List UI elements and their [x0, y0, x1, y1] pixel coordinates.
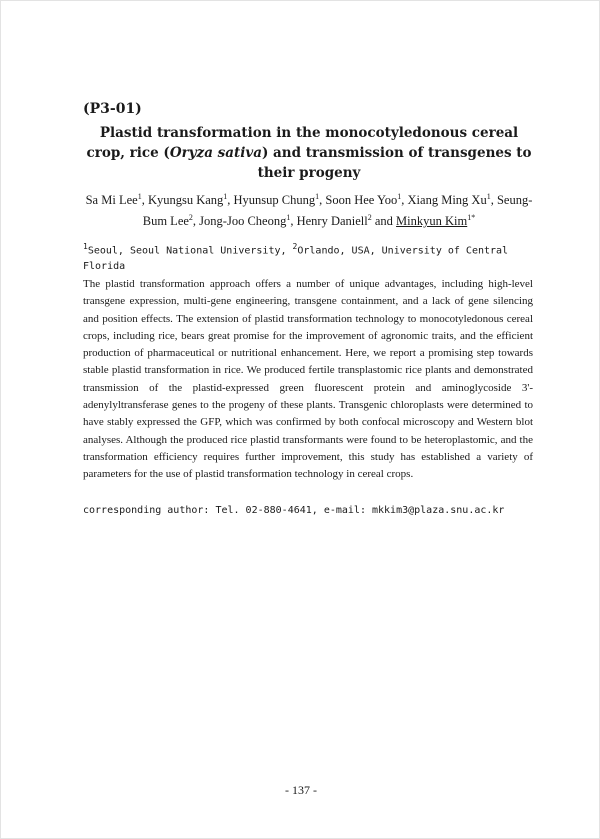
- author: Seung-Bum Lee$^2$,: [142, 193, 533, 229]
- author: Hyunsup Chung$^1$,: [233, 192, 326, 208]
- affiliation: Seoul, Seoul National University,: [87, 245, 293, 257]
- title-species-name: Oryza sativa: [169, 145, 262, 161]
- author-list: [85, 188, 533, 230]
- affiliations: $^1$Seoul, Seoul National University, $^2$Orlando, USA, University of Central Florida: [83, 242, 509, 273]
- title-text-end: ) and transmission of transgenes to their progeny: [257, 145, 532, 181]
- author: Soon Hee Yoo$^1$,: [325, 192, 408, 208]
- page-number: - 137 -: [285, 783, 317, 797]
- corresponding-contact: corresponding author: Tel. 02-880-4641, e-mail: mkkim3@plaza.snu.ac.kr: [83, 505, 505, 516]
- author: Henry Daniell$^2$ and: [296, 213, 397, 229]
- title-text-start: Plastid transformation in the monocotyledonous cereal crop, rice (: [86, 125, 519, 161]
- paper-title: [85, 123, 533, 183]
- abstract-body: The plastid transformation approach offers a number of unique advantages, including high-level transgene expression, multi-gene engineering, transgene containment, and a lack of gene silencing and position effects. The extension of plastid transformation technology to monocotyledonous cereal crops, including rice, bears great promise for the improvement of agronomic traits, and the efficient production of pharmaceutical or nutritional enhancement. Here, we report a promising step towards stable plastid transformation in rice. We produced fertile transplastomic rice plants and demonstrated transmission of the plastid-expressed green fluorescent protein and aminoglycoside 3'-adenylyltransferase genes to the progeny of these plants. Transgenic chloroplasts were determined to have stably expressed the GFP, which was confirmed by both confocal microscopy and Western blot analyses. Although the produced rice plastid transformants were found to be heteroplastomic, and the transformation efficiency requires further improvement, this study has established a variety of parameters for the use of plastid transformation technology in cereal crops.: [83, 278, 533, 481]
- author: Xiang Ming Xu$^1$,: [407, 192, 497, 208]
- poster-code: (P3-01): [83, 101, 142, 117]
- author: Kyungsu Kang$^1$,: [147, 192, 234, 208]
- affiliation: Orlando, USA, University of Central Florida: [83, 245, 509, 273]
- corresponding-author: Minkyun Kim$^{1*}$: [396, 213, 476, 229]
- author: Jong-Joo Cheong$^1$,: [199, 213, 297, 229]
- author: Sa Mi Lee$^1$,: [85, 192, 148, 208]
